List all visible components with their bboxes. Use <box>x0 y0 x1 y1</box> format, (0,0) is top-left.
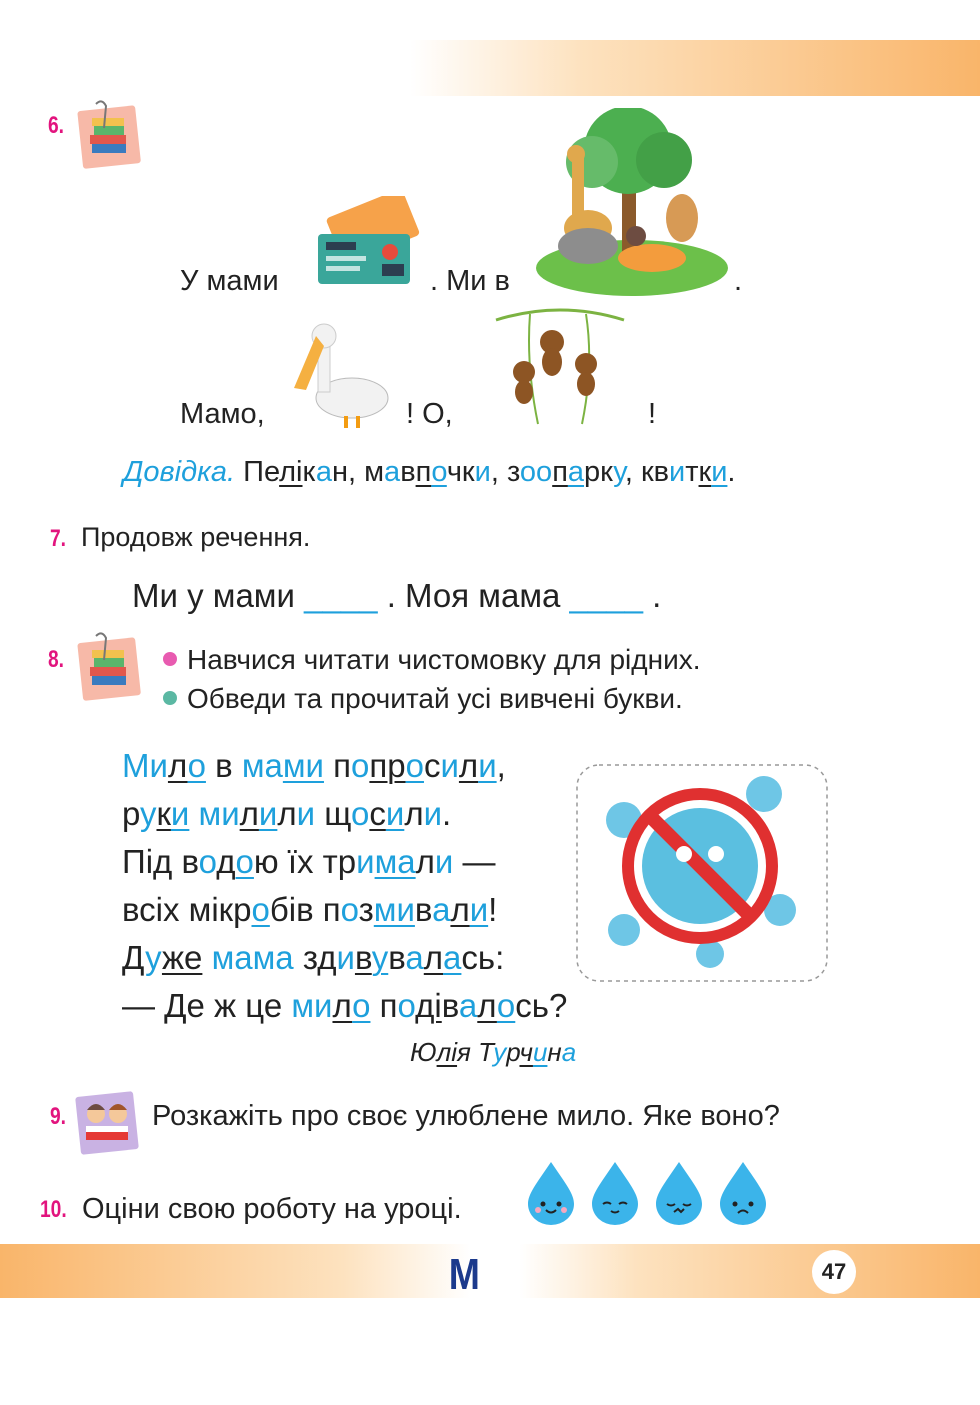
poem-text-part: Д <box>122 939 146 976</box>
poem-text-part: в <box>354 939 372 976</box>
poem-text-part: в <box>414 891 433 928</box>
poem-text-part: а <box>432 891 451 928</box>
ex6-line2-start: Мамо, <box>180 398 265 430</box>
zoo-animals-image <box>532 108 732 303</box>
poem-text-part: о <box>496 987 516 1024</box>
poem-text-part: ма <box>374 843 416 880</box>
poem-text-part: сь: <box>461 939 505 976</box>
poem-text-part: . <box>442 795 452 832</box>
poem-text-part: ми <box>373 891 415 928</box>
ex7-instruction: Продовж речення. <box>81 522 311 552</box>
poem-text-part: пр <box>369 747 406 784</box>
ex8-bullet-1 <box>163 644 701 676</box>
hint-word-part: и <box>669 456 686 488</box>
poem-text-part: о <box>351 795 370 832</box>
page-number: 47 <box>812 1250 856 1294</box>
hint-word-part: и <box>474 456 491 488</box>
ex6-line2-end: ! <box>648 398 657 430</box>
hint-words <box>243 456 735 488</box>
hint-word-part: оо <box>519 456 553 488</box>
author-name-part: Ю <box>410 1037 437 1067</box>
poem-text-part: и <box>170 795 190 832</box>
hint-word-part: Пе <box>243 456 280 488</box>
author-name-part: ч <box>519 1037 533 1067</box>
poem-text-part: д <box>216 843 236 880</box>
hint-word-part: . <box>727 456 736 488</box>
ex10-text: Оціни свою роботу на уроці. <box>82 1193 462 1225</box>
poem-text-part <box>202 939 211 976</box>
poem-text-part: о <box>251 891 270 928</box>
hint-word-part: а <box>315 456 332 488</box>
poem-text-part: бів п <box>269 891 341 928</box>
poem-line <box>122 838 567 886</box>
poem-text-part: мама <box>211 939 294 976</box>
poem-text-part: о <box>235 843 254 880</box>
poem-text-part: ді <box>415 987 442 1024</box>
poem-text-part: ми <box>291 987 333 1024</box>
hint-word-part: м <box>364 456 385 488</box>
poem-text-part: в <box>205 747 242 784</box>
books-icon <box>76 632 144 709</box>
author-name-part: и <box>532 1037 548 1067</box>
poem-text-part: л <box>415 843 435 880</box>
children-reading-icon <box>74 1088 140 1163</box>
ex8-bullet-1-text: Навчися читати чистомовку для рідних. <box>187 644 701 675</box>
poem-text-part: л <box>450 891 470 928</box>
poem-text-part: о <box>198 843 217 880</box>
poem <box>122 742 567 1030</box>
ex7-sentence <box>132 577 661 615</box>
ex7-part1: Ми у мами <box>132 577 295 614</box>
ex8-bullet-2 <box>163 683 683 715</box>
hint-word-part: к <box>302 456 316 488</box>
pink-bullet-icon <box>163 652 177 666</box>
poem-text-part: и <box>356 843 375 880</box>
poem-text-part: и <box>336 939 355 976</box>
poem-text-part: л <box>277 795 297 832</box>
water-drop-sad-icon[interactable] <box>718 1160 768 1226</box>
author-name-part: н <box>547 1037 562 1067</box>
poem-text-part: и <box>434 843 454 880</box>
hint-word-part: а <box>384 456 401 488</box>
monkeys-image <box>490 306 630 435</box>
poem-text-part: зд <box>293 939 337 976</box>
exercise-10-number: 10. <box>40 1196 67 1223</box>
poem-text-part: с <box>369 795 386 832</box>
poem-text-part: , <box>496 747 506 784</box>
ex7-part2: . Моя мама <box>386 577 561 614</box>
author-name-part: я Т <box>457 1037 494 1067</box>
poem-text-part: о <box>352 987 371 1024</box>
poem-author <box>410 1037 576 1068</box>
hint-word-part: о <box>431 456 447 488</box>
poem-text-part: и <box>478 747 497 784</box>
poem-text-part: и <box>423 795 443 832</box>
poem-text-part: л <box>423 939 444 976</box>
poem-text-part: у <box>371 939 389 976</box>
poem-text-part: л <box>477 987 497 1024</box>
poem-text-part: а <box>443 939 462 976</box>
poem-text-part: л <box>458 747 479 784</box>
water-drop-content-icon[interactable] <box>590 1160 640 1226</box>
hint-word-part: п <box>415 456 432 488</box>
poem-text-part: — Де ж це <box>122 987 292 1024</box>
ex6-line2-mid: ! О, <box>406 398 453 430</box>
poem-text-part: о <box>351 747 370 784</box>
hint-word-part: кв <box>640 456 670 488</box>
hint-word-part: у <box>613 456 625 488</box>
poem-line <box>122 982 567 1030</box>
hint-word-part: в <box>400 456 416 488</box>
poem-text-part: о <box>405 747 424 784</box>
hint-word-part: чк <box>446 456 475 488</box>
hint-word-part: п <box>552 456 568 488</box>
hint-word-part: т <box>685 456 699 488</box>
green-bullet-icon <box>163 691 177 705</box>
poem-text-part: о <box>340 891 359 928</box>
poem-text-part: у <box>145 939 162 976</box>
books-icon <box>76 100 144 177</box>
hint-word-part: рк <box>584 456 614 488</box>
poem-text-part: а <box>458 987 478 1024</box>
poem-line <box>122 742 567 790</box>
poem-text-part: же <box>161 939 203 976</box>
poem-text-part: в <box>441 987 459 1024</box>
poem-text-part: и <box>149 747 168 784</box>
poem-text-part: ми <box>198 795 240 832</box>
hint-word-part: з <box>506 456 520 488</box>
no-germs-image <box>574 762 830 989</box>
exercise-9-number: 9. <box>50 1103 67 1130</box>
hint-label: Довідка. <box>123 456 236 488</box>
poem-text-part: р <box>122 795 140 832</box>
poem-text-part: а <box>405 939 424 976</box>
hint-word-part: лі <box>279 456 303 488</box>
poem-text-part <box>189 795 198 832</box>
publisher-logo: M <box>448 1250 480 1299</box>
hint-word-part: к <box>698 456 712 488</box>
poem-text-part: и <box>469 891 489 928</box>
poem-text-part: и <box>296 795 316 832</box>
hint-word-part: , <box>624 456 641 488</box>
poem-text-part: л <box>167 747 188 784</box>
poem-line <box>122 886 567 934</box>
ex9-text: Розкажіть про своє улюблене мило. Яке воно? <box>152 1100 780 1132</box>
poem-text-part: з <box>358 891 374 928</box>
author-name-part: у <box>493 1037 507 1067</box>
poem-text-part: щ <box>315 795 352 832</box>
ex8-bullet-2-text: Обведи та прочитай усі вивчені букви. <box>187 683 683 714</box>
poem-line <box>122 790 567 838</box>
poem-text-part: л <box>239 795 259 832</box>
ex7-blank-2: ____ <box>569 577 643 614</box>
poem-text-part: п <box>323 747 352 784</box>
hint-word-part: н, <box>331 456 365 488</box>
exercise-6-number: 6. <box>48 112 65 139</box>
poem-text-part: с <box>423 747 441 784</box>
poem-text-part: ю їх тр <box>253 843 357 880</box>
ex6-hint-line <box>123 456 735 489</box>
poem-text-part: в <box>388 939 406 976</box>
poem-text-part: и <box>385 795 405 832</box>
ex6-line1-end: . <box>734 265 743 297</box>
author-name-part: а <box>561 1037 577 1067</box>
poem-text-part: у <box>139 795 157 832</box>
poem-text-part: и <box>258 795 278 832</box>
poem-text-part: к <box>156 795 171 832</box>
poem-text-part: л <box>404 795 424 832</box>
poem-text-part: п <box>370 987 398 1024</box>
poem-text-part: ! <box>488 891 498 928</box>
water-drop-neutral-icon[interactable] <box>654 1160 704 1226</box>
poem-text-part: всіх мікр <box>122 891 252 928</box>
poem-text-part: ма <box>241 747 283 784</box>
poem-text-part: и <box>440 747 459 784</box>
poem-text-part: о <box>187 747 206 784</box>
poem-text-part: — <box>453 843 496 880</box>
ex6-line1-mid: . Ми в <box>430 265 510 297</box>
poem-line <box>122 934 567 982</box>
hint-word-part: и <box>711 456 728 488</box>
author-name-part: р <box>506 1037 520 1067</box>
poem-text-part: сь? <box>515 987 568 1024</box>
poem-text-part: ми <box>282 747 324 784</box>
poem-text-part: Під в <box>122 843 199 880</box>
hint-word-part: , <box>490 456 507 488</box>
pelican-image <box>290 318 400 438</box>
poem-text-part: л <box>332 987 353 1024</box>
zoo-tickets-image <box>312 196 422 301</box>
hint-word-part: а <box>567 456 585 488</box>
ex7-end: . <box>652 577 662 614</box>
top-decorative-band <box>410 40 980 96</box>
poem-text-part: М <box>122 747 150 784</box>
ex6-line1-start: У мами <box>180 265 279 297</box>
water-drop-happy-icon[interactable] <box>526 1160 576 1226</box>
exercise-8-number: 8. <box>48 646 65 673</box>
ex7-blank-1: ____ <box>304 577 378 614</box>
exercise-7-number: 7. <box>50 525 67 552</box>
author-name-part: лі <box>436 1037 458 1067</box>
poem-text-part: о <box>397 987 416 1024</box>
